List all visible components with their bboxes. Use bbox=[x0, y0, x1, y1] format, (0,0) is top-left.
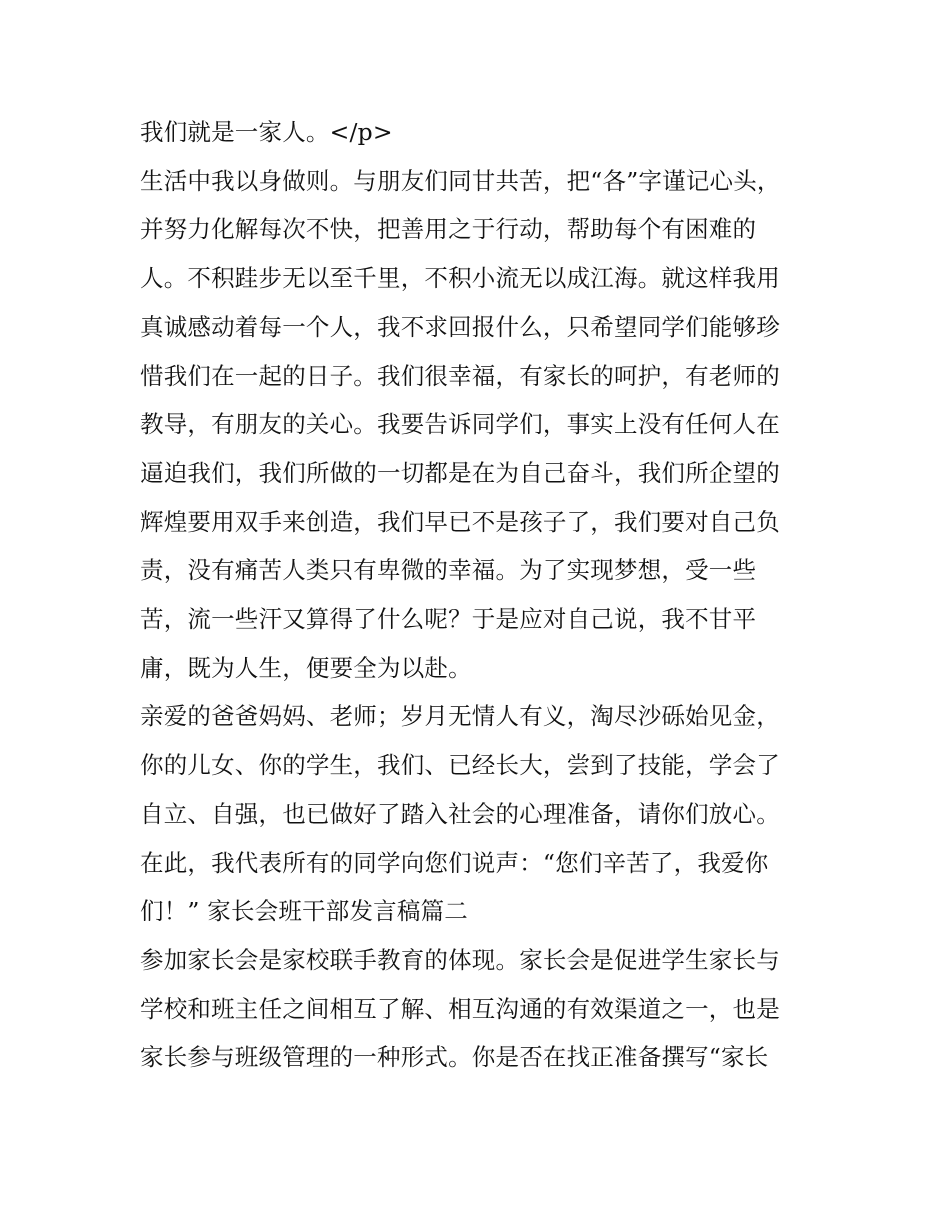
text-line: 并努力化解每次不快，把善用之于行动，帮助每个有困难的 bbox=[140, 215, 757, 244]
text-line: 教导，有朋友的关心。我要告诉同学们，事实上没有任何人在 bbox=[140, 410, 780, 439]
text-line: 们！” 家长会班干部发言稿篇二 bbox=[140, 897, 468, 926]
text-line: 辉煌要用双手来创造，我们早已不是孩子了，我们要对自己负 bbox=[140, 507, 780, 536]
text-line: 学校和班主任之间相互了解、相互沟通的有效渠道之一，也是 bbox=[140, 994, 780, 1023]
text-line: 亲爱的爸爸妈妈、老师；岁月无情人有义，淘尽沙砾始见金， bbox=[140, 702, 780, 731]
text-line: 惜我们在一起的日子。我们很幸福，有家长的呵护，有老师的 bbox=[140, 361, 780, 390]
text-line: 参加家长会是家校联手教育的体现。家长会是促进学生家长与 bbox=[140, 945, 780, 974]
text-line: 家长参与班级管理的一种形式。你是否在找正准备撰写“家长 bbox=[140, 1043, 769, 1072]
text-line: 苦，流一些汗又算得了什么呢？于是应对自己说，我不甘平 bbox=[140, 605, 757, 634]
text-line: 自立、自强，也已做好了踏入社会的心理准备，请你们放心。 bbox=[140, 799, 780, 828]
document-body bbox=[140, 108, 820, 1082]
text-line: 在此，我代表所有的同学向您们说声：“您们辛苦了，我爱你 bbox=[140, 848, 769, 877]
text-line: 人。不积跬步无以至千里，不积小流无以成江海。就这样我用 bbox=[140, 264, 780, 293]
text-line: 你的儿女、你的学生，我们、已经长大，尝到了技能，学会了 bbox=[140, 751, 780, 780]
text-line: 逼迫我们，我们所做的一切都是在为自己奋斗，我们所企望的 bbox=[140, 458, 780, 487]
text-line: 责，没有痛苦人类只有卑微的幸福。为了实现梦想，受一些 bbox=[140, 556, 757, 585]
text-line: 我们就是一家人。</p> bbox=[140, 118, 393, 146]
text-line: 庸，既为人生，便要全为以赴。 bbox=[140, 653, 472, 682]
text-line: 真诚感动着每一个人，我不求回报什么，只希望同学们能够珍 bbox=[140, 312, 780, 341]
text-line: 生活中我以身做则。与朋友们同甘共苦，把“各”字谨记心头， bbox=[140, 166, 781, 195]
